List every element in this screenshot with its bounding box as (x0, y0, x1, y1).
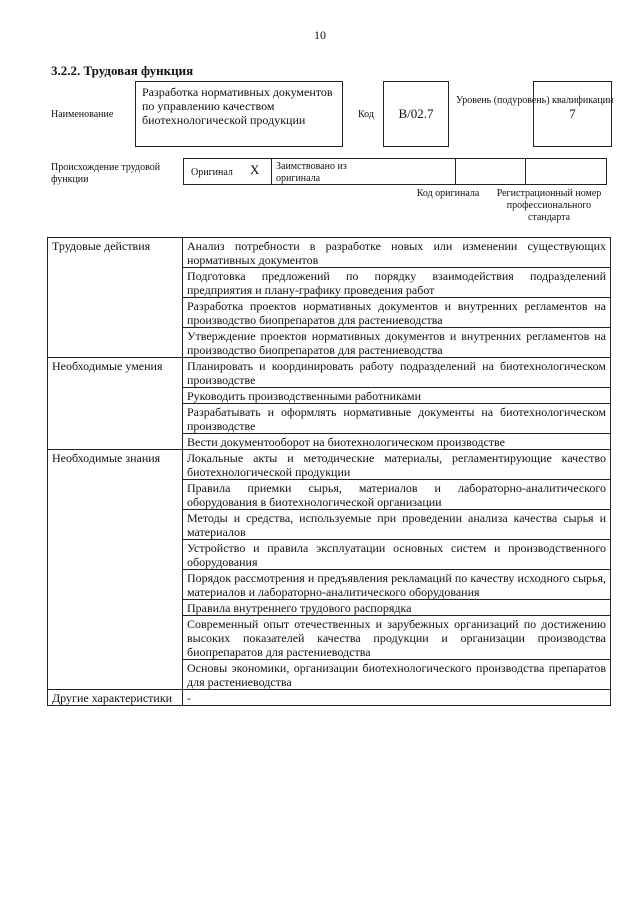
item-cell: Разрабатывать и оформлять нормативные документы на биотехнологическом производстве (183, 404, 611, 434)
item-cell: Устройство и правила эксплуатации основных систем и производственного оборудования (183, 540, 611, 570)
code-original-label: Код оригинала (416, 188, 480, 199)
item-cell: Планировать и координировать работу подразделений на биотехнологическом производстве (183, 358, 611, 388)
category-cell: Необходимые умения (48, 358, 183, 450)
function-code: B/02.7 (383, 81, 449, 147)
item-cell: Руководить производственными работниками (183, 388, 611, 404)
function-name: Разработка нормативных документов по управлению качеством биотехнологической продукции (135, 81, 343, 147)
code-original-cell (456, 159, 526, 184)
item-cell: Подготовка предложений по порядку взаимодействия подразделений предприятия и плану-графику проведения работ (183, 268, 611, 298)
item-cell: Порядок рассмотрения и предъявления рекламаций по качеству исходного сырья, материалов и лабораторно-аналитического оборудования (183, 570, 611, 600)
item-cell: Утверждение проектов нормативных документов и внутренних регламентов на производство биопрепаратов для растениеводства (183, 328, 611, 358)
registration-number-label: Регистрационный номер профессионального стандарта (496, 188, 602, 223)
origin-row (183, 158, 607, 185)
original-cell (184, 159, 272, 184)
table-row (48, 690, 611, 706)
item-cell: Правила приемки сырья, материалов и лабораторно-аналитического оборудования в биотехнологической организации (183, 480, 611, 510)
item-cell: Локальные акты и методические материалы, регламентирующие качество биотехнологической продукции (183, 450, 611, 480)
table-row (48, 238, 611, 268)
item-cell: Современный опыт отечественных и зарубежных организаций по достижению высоких показателей качества продукции и организации производства биопрепаратов для растениеводства (183, 616, 611, 660)
origin-label: Происхождение трудовой функции (51, 162, 161, 185)
original-label: Оригинал (191, 167, 233, 178)
item-cell: - (183, 690, 611, 706)
original-mark: X (250, 162, 260, 177)
category-cell: Другие характеристики (48, 690, 183, 706)
qualification-level: 7 (533, 81, 612, 147)
item-cell: Правила внутреннего трудового распорядка (183, 600, 611, 616)
name-label: Наименование (51, 109, 114, 120)
section-title: 3.2.2. Трудовая функция (51, 63, 194, 78)
qualification-level-label: Уровень (подуровень) квалификации (456, 95, 614, 106)
borrowed-cell (272, 159, 456, 184)
item-cell: Основы экономики, организации биотехнологического производства препаратов для растениеводства (183, 660, 611, 690)
category-cell: Трудовые действия (48, 238, 183, 358)
category-cell: Необходимые знания (48, 450, 183, 690)
page-number: 10 (314, 28, 326, 42)
borrowed-label: Заимствовано из оригинала (276, 161, 347, 184)
item-cell: Анализ потребности в разработке новых или изменении существующих нормативных документов (183, 238, 611, 268)
item-cell: Разработка проектов нормативных документов и внутренних регламентов на производство биопрепаратов для растениеводства (183, 298, 611, 328)
registration-number-cell (526, 159, 606, 184)
table-row (48, 358, 611, 388)
function-details-table (47, 237, 611, 706)
item-cell: Вести документооборот на биотехнологическом производстве (183, 434, 611, 450)
table-row (48, 450, 611, 480)
item-cell: Методы и средства, используемые при проведении анализа качества сырья и материалов (183, 510, 611, 540)
code-label: Код (358, 109, 374, 120)
